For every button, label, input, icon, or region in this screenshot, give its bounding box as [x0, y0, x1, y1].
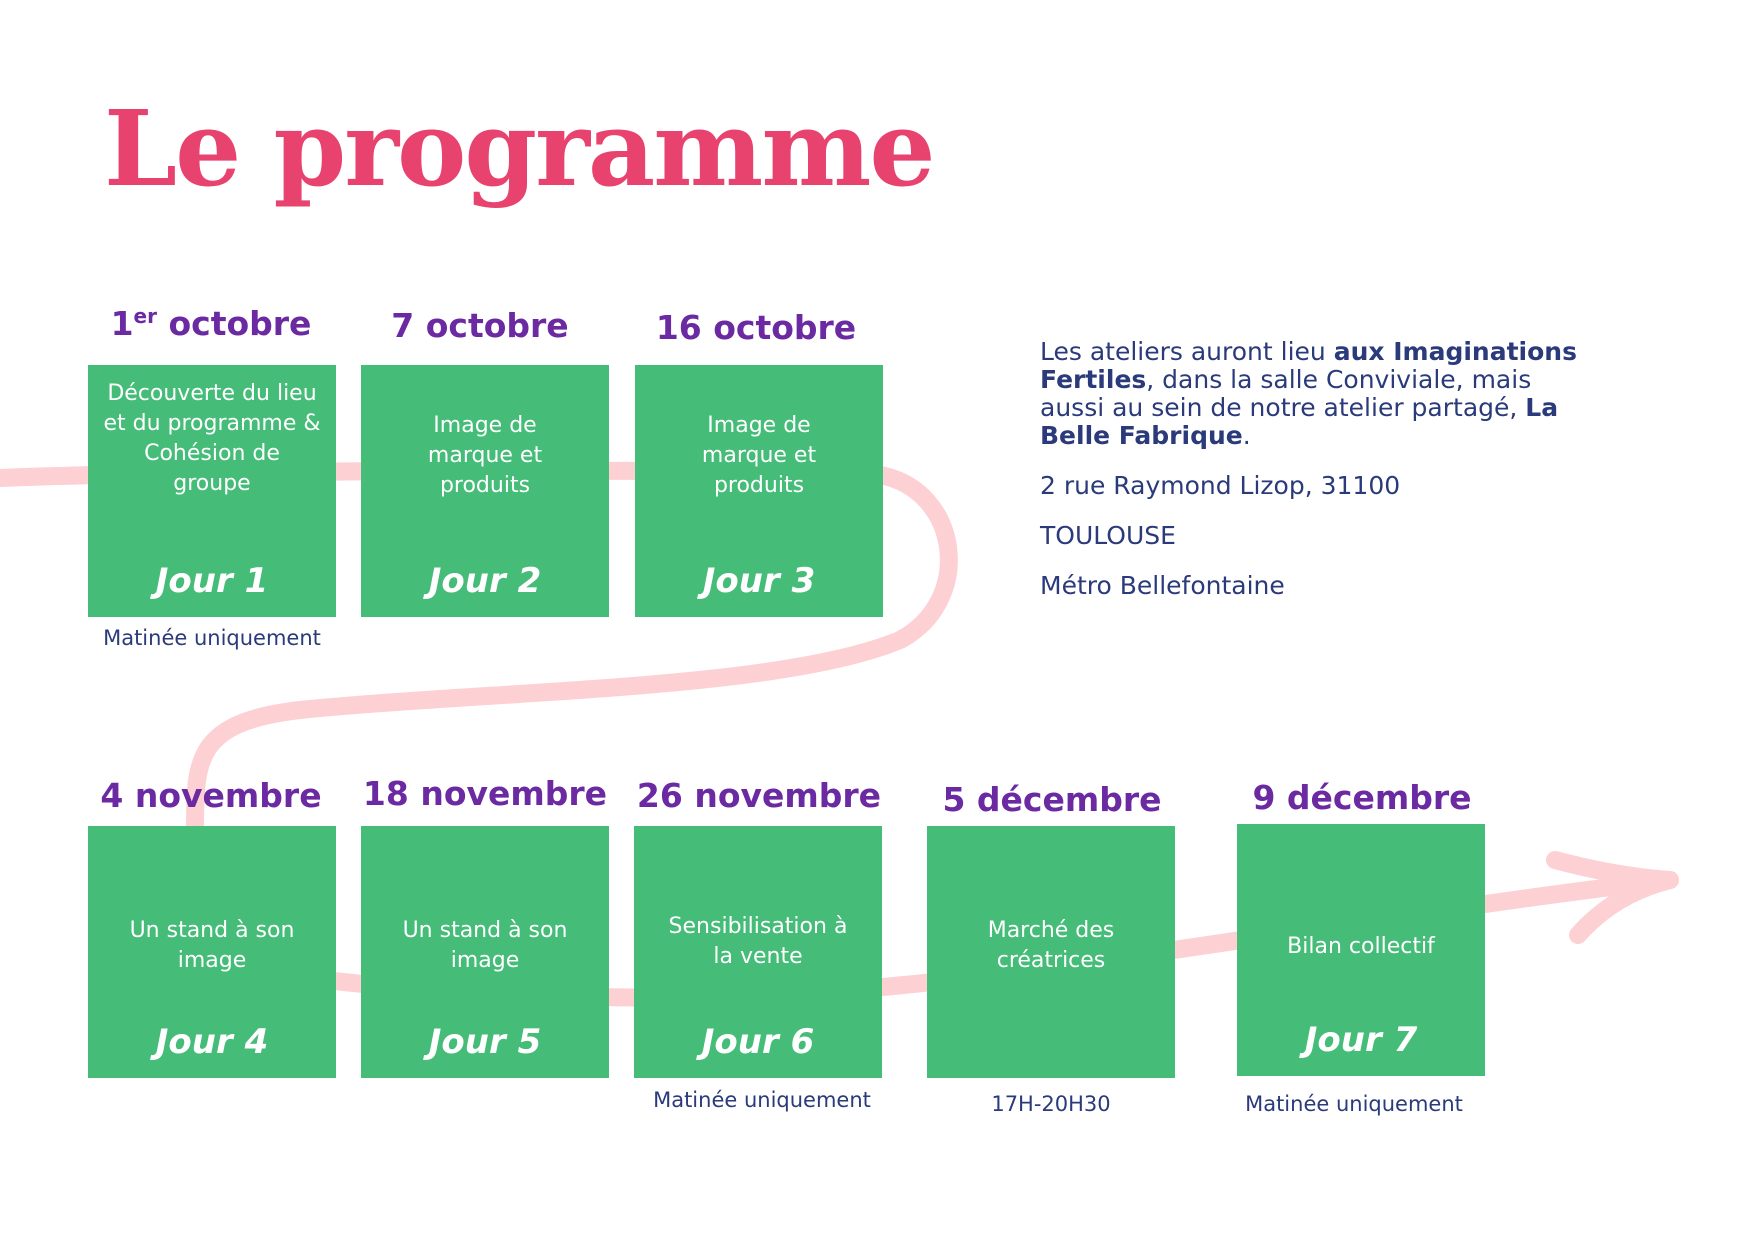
day-label: Jour 4: [155, 1022, 269, 1062]
date-day-2: 7 octobre: [391, 306, 569, 345]
date-day-4: 4 novembre: [100, 776, 322, 815]
day-card-1: [88, 365, 336, 617]
date-day-3: 16 octobre: [655, 308, 857, 347]
day-desc: Image de marque et produits: [427, 413, 543, 498]
day-desc: Un stand à son image: [402, 918, 568, 973]
date-day-1: 1er octobre: [110, 304, 312, 343]
day-card-7: [927, 826, 1175, 1078]
day-card-2: [361, 365, 609, 617]
day-label: Jour 2: [428, 561, 542, 601]
note-day-8: Matinée uniquement: [1245, 1092, 1463, 1116]
note-day-7: 17H-20H30: [991, 1092, 1111, 1116]
date-day-7: 5 décembre: [942, 780, 1162, 819]
date-day-6: 26 novembre: [636, 776, 882, 815]
day-desc: Marché des créatrices: [987, 918, 1115, 973]
date-day-8: 9 décembre: [1252, 778, 1472, 817]
day-desc: Un stand à son image: [129, 918, 295, 973]
day-card-6: [634, 826, 882, 1078]
day-label: Jour 7: [1304, 1020, 1418, 1060]
day-label: Jour 3: [702, 561, 816, 601]
day-card-3: [635, 365, 883, 617]
note-day-1: Matinée uniquement: [103, 626, 321, 650]
day-desc: Bilan collectif: [1287, 934, 1435, 959]
location-paragraph: Les ateliers auront lieu aux Imaginations Fertiles, dans la salle Conviviale, mais aussi au sein de notre atelier partagé, La Belle Fabrique.: [1040, 337, 1577, 450]
day-label: Jour 6: [701, 1022, 815, 1062]
day-desc: Image de marque et produits: [701, 413, 817, 498]
metro: Métro Bellefontaine: [1040, 571, 1285, 600]
date-day-5: 18 novembre: [362, 774, 608, 813]
day-card-8: [1237, 824, 1485, 1076]
day-card-4: [88, 826, 336, 1078]
day-label: Jour 5: [428, 1022, 542, 1062]
day-desc: Découverte du lieu et du programme & Cohésion de groupe: [103, 381, 321, 496]
day-desc: Sensibilisation à la vente: [668, 914, 848, 969]
address: 2 rue Raymond Lizop, 31100: [1040, 471, 1401, 500]
note-day-6: Matinée uniquement: [653, 1088, 871, 1112]
day-label: Jour 1: [155, 561, 269, 601]
day-card-5: [361, 826, 609, 1078]
location-info: [1040, 338, 1600, 622]
city: TOULOUSE: [1040, 521, 1176, 550]
page-title: Le programme: [104, 87, 934, 210]
